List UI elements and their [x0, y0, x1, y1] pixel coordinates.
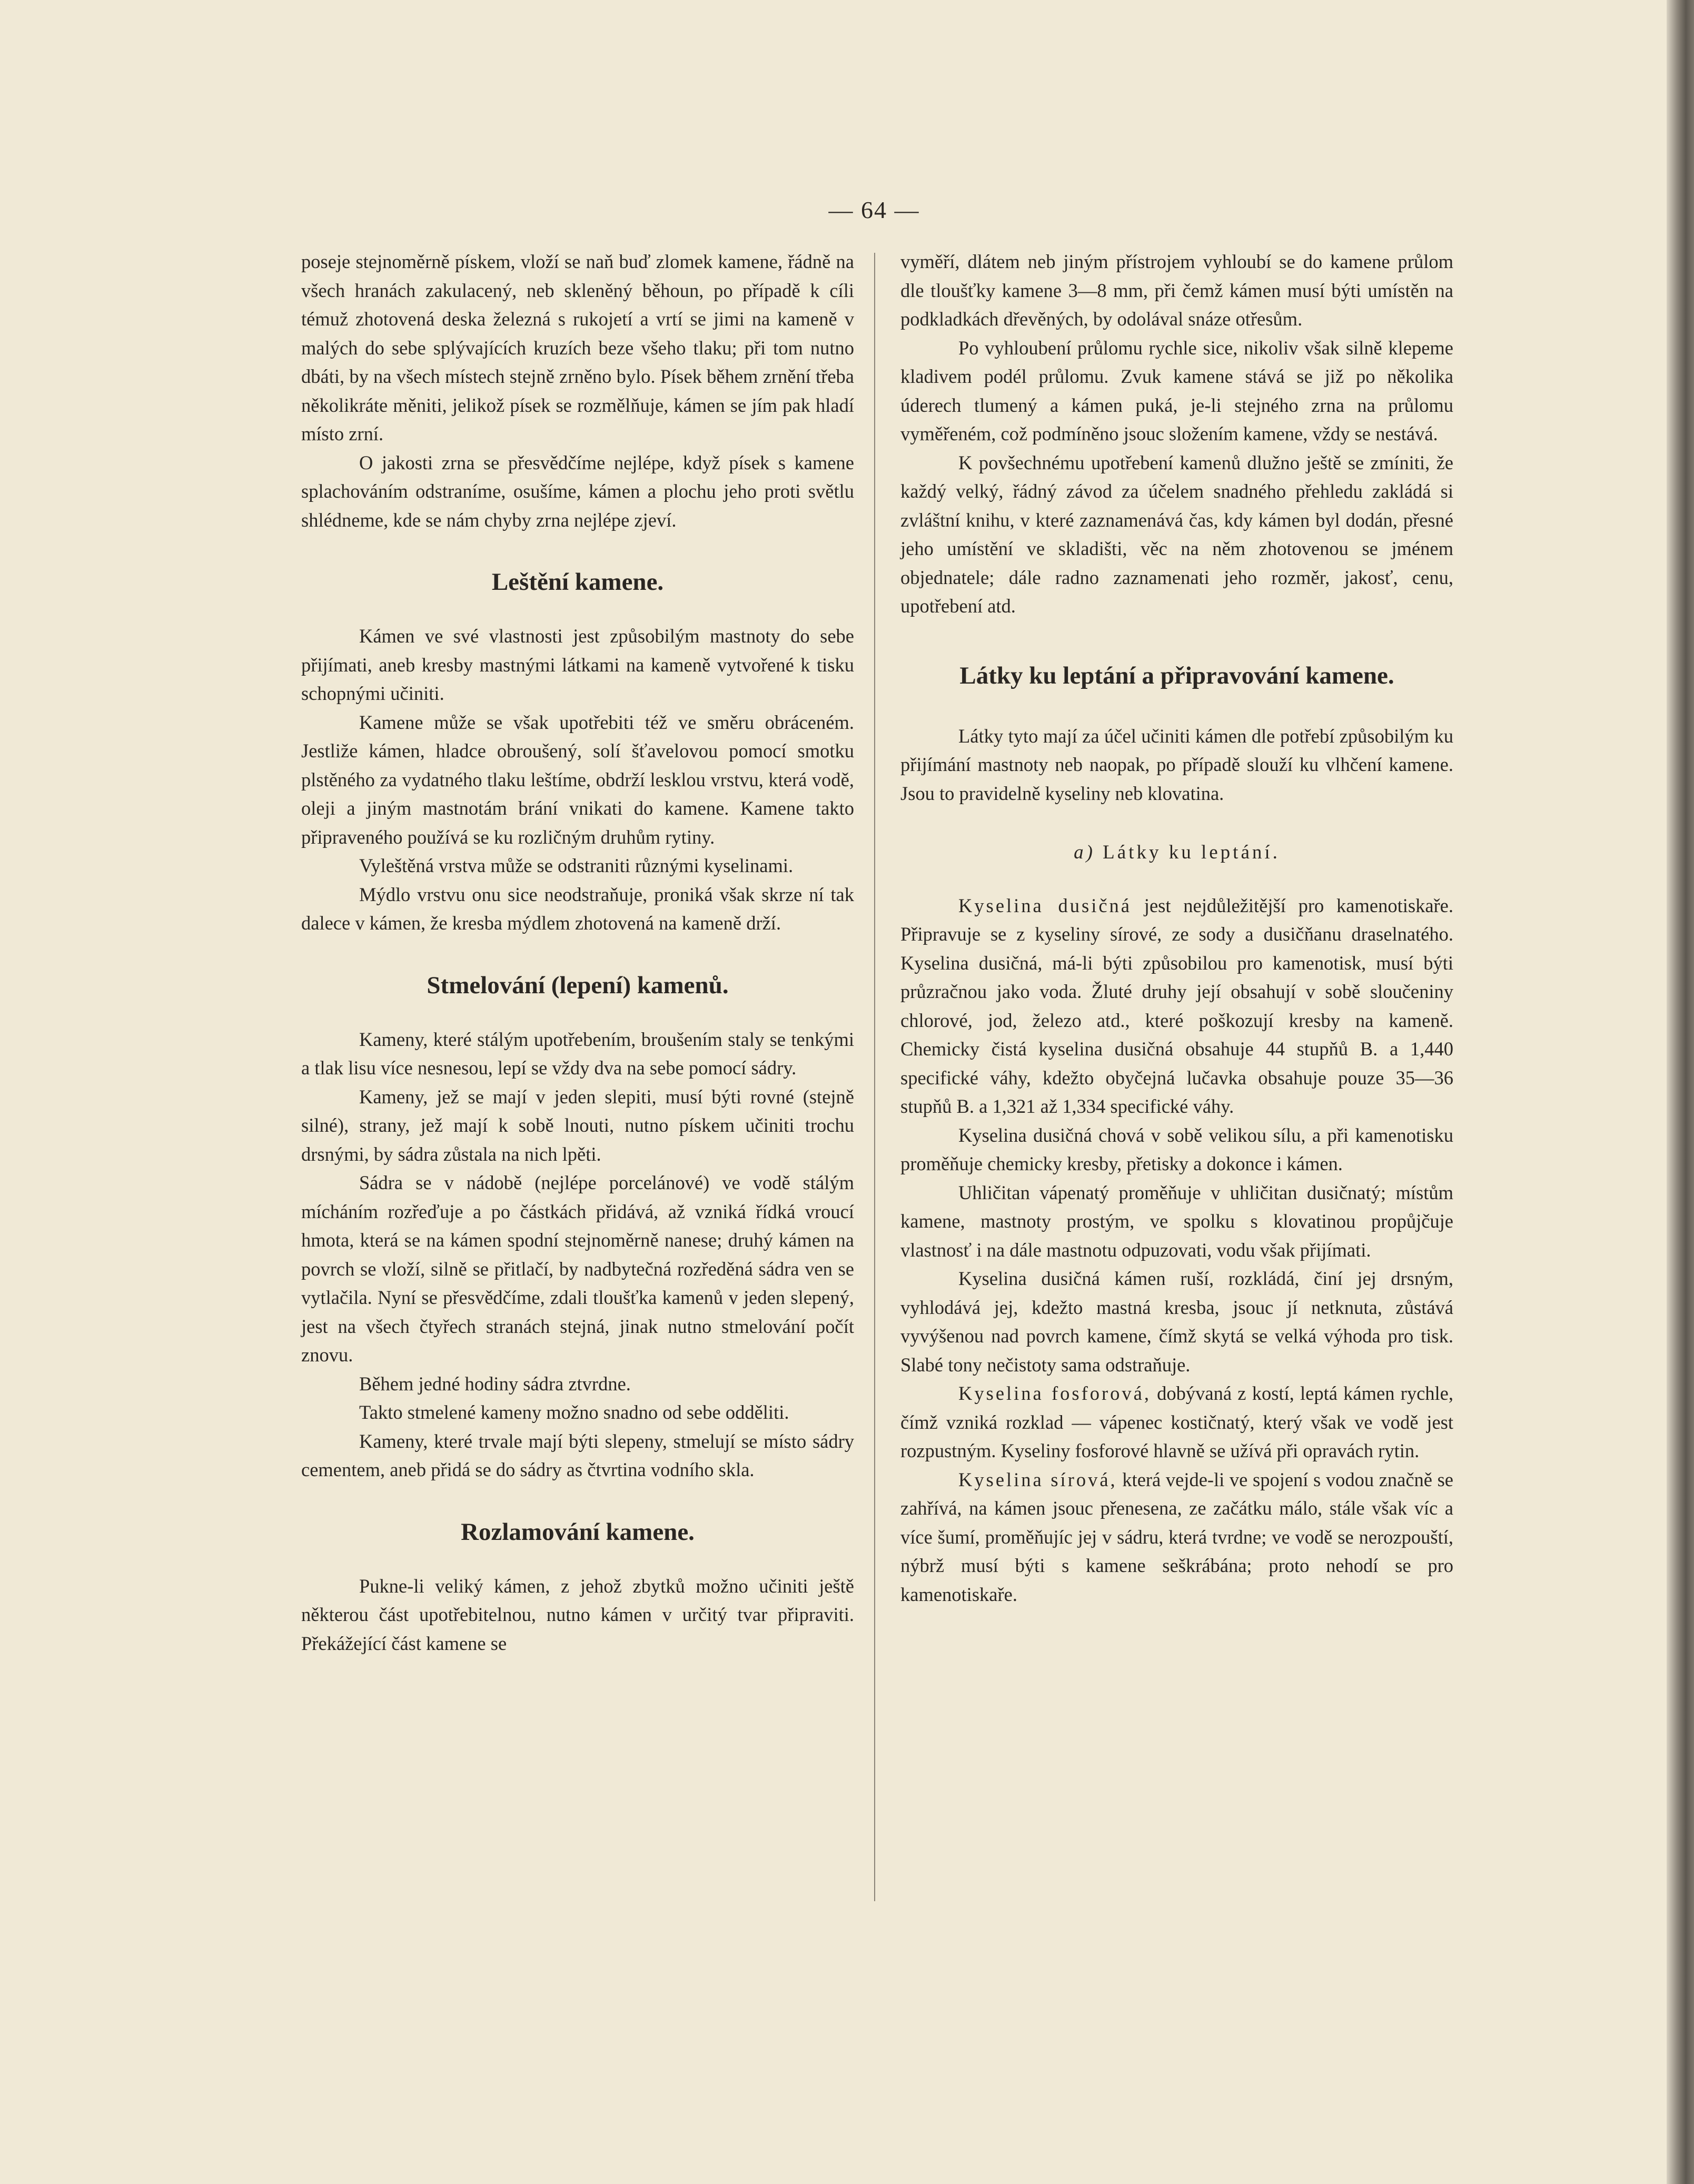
section-heading-latky: Látky ku leptání a připravování kamene.: [959, 661, 1394, 689]
paragraph: Po vyhloubení průlomu rychle sice, nikoliv však silně klepeme kladivem podél průlomu. Zvuk kamene stává se již po několika úderech tlumený a kámen puká, je-li stejného zrna na průlomu vyměřeném, což podmíněno jsouc složením kamene, vždy se nestává.: [900, 337, 1453, 444]
subsection-heading-leptani: [900, 838, 1453, 867]
paragraph: Takto stmelené kameny možno snadno od sebe odděliti.: [359, 1401, 789, 1423]
paragraph: Kyselina fosforová, dobývaná z kostí, leptá kámen rychle, čímž vzniká rozklad — vápenec kostičnatý, který však ve vodě jest rozpustným. Kyseliny fosforové hlavně se užívá při opravách rytin.: [900, 1382, 1453, 1461]
paragraph: Kameny, jež se mají v jeden slepiti, musí býti rovné (stejně silné), strany, jež mají k sobě lnouti, nutno pískem učiniti trochu drsnými, by sádra zůstala na nich lpěti.: [301, 1085, 854, 1165]
paragraph: Kameny, které stálým upotřebením, broušením staly se tenkými a tlak lisu více nesnesou, lepí se vždy dva na sebe pomocí sádry.: [301, 1028, 854, 1079]
paragraph: Kyselina dusičná chová v sobě velikou sílu, a při kamenotisku proměňuje chemicky kresby, přetisky a dokonce i kámen.: [900, 1124, 1453, 1174]
paragraph: O jakosti zrna se přesvědčíme nejlépe, když písek s kamene splachováním odstraníme, osušíme, kámen a plochu jeho proti světlu shlédneme, kde se nám chyby zrna nejlépe zjeví.: [301, 451, 854, 531]
term-kyselina-fosforova: Kyselina fosforová,: [958, 1382, 1151, 1404]
paragraph: Mýdlo vrstvu onu sice neodstraňuje, proniká však skrze ní tak dalece v kámen, že kresba mýdlem zhotovená na kameně drží.: [301, 883, 854, 934]
paragraph: Kyselina dusičná jest nejdůležitější pro kamenotiskaře. Připravuje se z kyseliny sírové, ze sody a dusičňanu draselnatého. Kyselina dusičná, má-li býti způsobilou pro kamenotisk, musí býti průzračnou jako voda. Žluté druhy její obsahují v sobě sloučeniny chlorové, jod, železo atd., které poškozují kresby na kameně. Chemicky čistá kyselina dusičná obsahuje 44 stupňů B. a 1,440 specifické váhy, kdežto obyčejná lučavka obsahuje pouze 35—36 stupňů B. a 1,321 až 1,334 specifické váhy.: [900, 894, 1454, 1117]
term-kyselina-dusicna: Kyselina dusičná: [958, 894, 1132, 916]
paragraph: Sádra se v nádobě (nejlépe porcelánové) ve vodě stálým mícháním rozřeďuje a po částkách přidává, až vzniká řídká vroucí hmota, která se na kámen spodní stejnoměrně nanese; druhý kámen na povrch se vloží, silně se přitlačí, by nadbytečná rozředěná sádra ven se vytlačila. Nyní se přesvědčíme, zdali tloušťka kamenů v jeden slepený, jest na všech čtyřech stranách stejná, jinak nutno stmelování počít znovu.: [301, 1172, 854, 1366]
section-heading-lesteni: Leštění kamene.: [491, 568, 664, 596]
paragraph: Kameny, které trvale mají býti slepeny, stmelují se místo sádry cementem, aneb přidá se do sádry as čtvrtina vodního skla.: [301, 1430, 854, 1480]
left-column: [301, 248, 854, 1658]
paragraph: Kamene může se však upotřebiti též ve směru obráceném. Jestliže kámen, hladce obroušený, solí šťavelovou pomocí smotku plstěného za vydatného tlaku leštíme, obdrží lesklou vrstvu, která vodě, oleji a jiným mastnotám brání vnikati do kamene. Kamene takto připraveného používá se ku rozličným druhům rytiny.: [301, 711, 854, 848]
paragraph: Kyselina dusičná kámen ruší, rozkládá, činí jej drsným, vyhlodává jej, kdežto mastná kresba, jsouc jí netknuta, zůstává vyvýšenou nad povrch kamene, čímž skytá se velká výhoda pro tisk. Slabé tony nečistoty sama odstraňuje.: [900, 1268, 1453, 1376]
paragraph: Během jedné hodiny sádra ztvrdne.: [359, 1372, 631, 1395]
section-heading-rozlamovani: Rozlamování kamene.: [461, 1518, 695, 1546]
paragraph: Kámen ve své vlastnosti jest způsobilým mastnoty do sebe přijímati, aneb kresby mastnými látkami na kameně vytvořené k tisku schopnými učiniti.: [301, 625, 854, 704]
paragraph: Vyleštěná vrstva může se odstraniti různými kyselinami.: [359, 855, 794, 876]
column-divider: [874, 253, 875, 1901]
paragraph: Uhličitan vápenatý proměňuje v uhličitan dusičnatý; místům kamene, mastnoty prostým, ve spolku s klovatinou propůjčuje vlastnosť i na dále mastnotu odpuzovati, vodu však přijímati.: [900, 1181, 1453, 1261]
paragraph: vyměří, dlátem neb jiným přístrojem vyhloubí se do kamene průlom dle tloušťky kamene 3—8 mm, při čemž kámen musí býti umístěn na podkladkách dřevěných, by odolával snáze otřesům.: [900, 251, 1453, 330]
subsection-marker: a): [1074, 842, 1095, 863]
paragraph: Pukne-li veliký kámen, z jehož zbytků možno učiniti ještě některou část upotřebitelnou, nutno kámen v určitý tvar připraviti. Překážející část kamene se: [301, 1575, 854, 1654]
subsection-title: Látky ku leptání.: [1103, 842, 1280, 863]
page-number: — 64 —: [828, 196, 920, 223]
term-kyselina-sirova: Kyselina sírová,: [958, 1468, 1117, 1490]
paragraph: K povšechnému upotřebení kamenů dlužno ještě se zmíniti, že každý velký, řádný závod za účelem snadného přehledu zakládá si zvláštní knihu, v které zaznamenává čas, kdy kámen byl dodán, přesné jeho umístění ve skladišti, věc na něm zhotovenou se jménem objednatele; dále radno zaznamenati jeho rozměr, jakosť, cenu, upotřebení atd.: [900, 451, 1453, 617]
paragraph: Kyselina sírová, která vejde-li ve spojení s vodou značně se zahřívá, na kámen jsouc přenesena, ze začátku málo, stále však víc a více šumí, proměňujíc jej v sádru, která tvrdne; ve vodě se nerozpouští, nýbrž musí býti s kamene seškrábána; proto nehodí se pro kamenotiskaře.: [900, 1468, 1453, 1605]
section-heading-stmelovani: Stmelování (lepení) kamenů.: [427, 971, 729, 999]
paragraph: Látky tyto mají za účel učiniti kámen dle potřebí způsobilým ku přijímání mastnoty neb naopak, po případě slouží ku vlhčení kamene. Jsou to pravidelně kyseliny neb klovatina.: [900, 725, 1453, 804]
book-spine: [1667, 0, 1694, 2184]
paragraph: poseje stejnoměrně pískem, vloží se naň buď zlomek kamene, řádně na všech hranách zakulacený, neb skleněný běhoun, po případě k cíli témuž zhotovená deska železná s rukojetí a vrtí se jimi na kameně v malých do sebe splývajících kruzích beze všeho tlaku; při tom nutno dbáti, by na všech místech stejně zrněno bylo. Písek během zrnění třeba několikráte měniti, jelikož písek se rozmělňuje, kámen se jím pak hladí místo zrní.: [301, 251, 854, 444]
right-column: [900, 248, 1453, 1609]
